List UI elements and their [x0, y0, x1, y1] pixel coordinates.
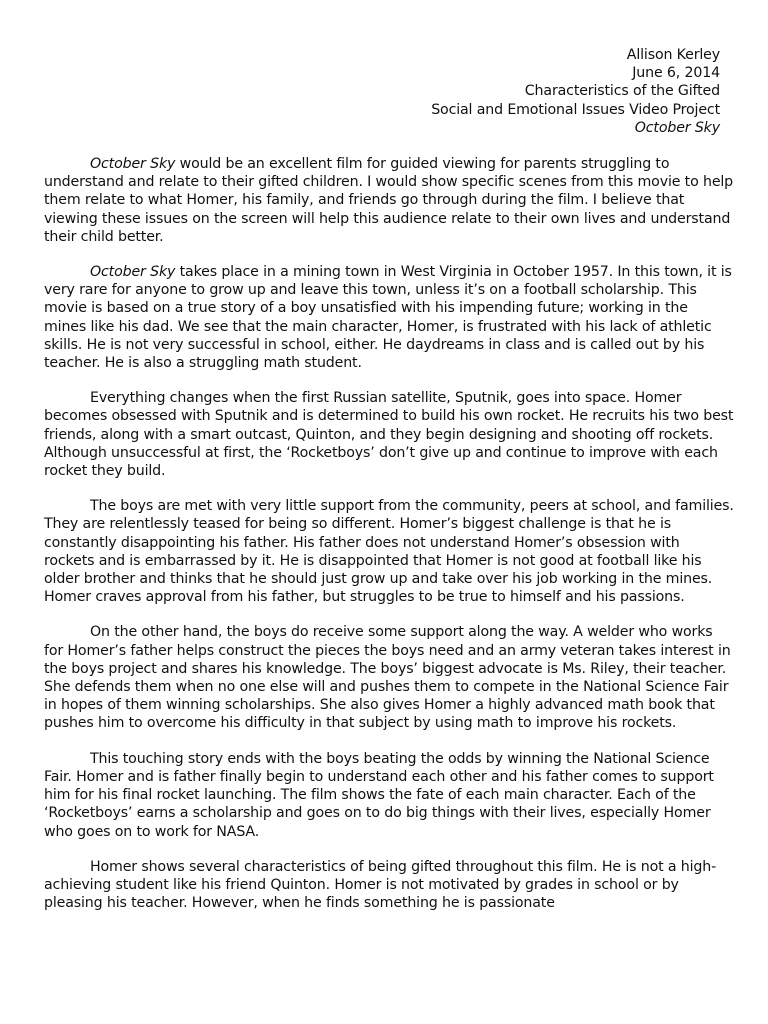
document-body — [44, 155, 734, 929]
film-title-inline: October Sky — [90, 156, 176, 172]
paragraph-intro: October Sky would be an excellent film for guided viewing for parents struggling to understand and relate to their gifted children. I would show specific scenes from this movie to help them relate to what Homer, his family, and friends go through during the film. I believe that viewing these issues on the screen will help this audience relate to their own lives and understand their child better. — [44, 156, 734, 245]
paragraph-support: On the other hand, the boys do receive some support along the way. A welder who works for Homer’s father helps construct the pieces the boys need and an army veteran takes interest in the boys project and shares his knowledge. The boys’ biggest advocate is Ms. Riley, their teacher. She defends them when no one else will and pushes them to compete in the National Science Fair in hopes of them winning scholarships. She also gives Homer a highly advanced math book that pushes him to overcome his difficulty in that subject by using math to improve his rockets. — [44, 624, 731, 732]
document-header — [431, 46, 720, 137]
author-name: Allison Kerley — [626, 47, 720, 63]
course-title: Characteristics of the Gifted — [524, 83, 720, 100]
project-title: Social and Emotional Issues Video Project — [431, 101, 720, 118]
paragraph-setting: October Sky takes place in a mining town in West Virginia in October 1957. In this town, it is very rare for anyone to grow up and leave this town, unless it’s on a football scholarship. This movie is based on a true story of a boy unsatisfied with his impending future; working in the mines like his dad. We see that the main character, Homer, is frustrated with his lack of athletic skills. He is not very successful in school, either. He daydreams in class and is called out by his teacher. He is also a struggling math student. — [44, 264, 732, 372]
paragraph-sputnik: Everything changes when the first Russian satellite, Sputnik, goes into space. Homer becomes obsessed with Sputnik and is determined to build his own rocket. He recruits his two best friends, along with a smart outcast, Quinton, and they begin designing and shooting off rockets. Although unsuccessful at first, the ‘Rocketboys’ don’t give up and continue to improve with each rocket they build. — [44, 390, 734, 480]
paragraph-challenges: The boys are met with very little support from the community, peers at school, and families. They are relentlessly teased for being so different. Homer’s biggest challenge is that he is constantly disappointing his father. His father does not understand Homer’s obsession with rockets and is embarrassed by it. He is disappointed that Homer is not good at football like his older brother and thinks that he should just grow up and take over his job working in the mines. Homer craves approval from his father, but struggles to be true to himself and his passions. — [44, 498, 734, 606]
paragraph-ending: This touching story ends with the boys beating the odds by winning the National Science Fair. Homer and is father finally begin to understand each other and his father comes to support him for his final rocket launching. The film shows the fate of each main character. Each of the ‘Rocketboys’ earns a scholarship and goes on to do big things with their lives, especially Homer who goes on to work for NASA. — [44, 750, 714, 840]
film-title-inline: October Sky — [90, 264, 176, 281]
film-title: October Sky — [634, 119, 720, 136]
document-date: June 6, 2014 — [632, 65, 720, 82]
paragraph-characteristics: Homer shows several characteristics of being gifted throughout this film. He is not a high-achieving student like his friend Quinton. Homer is not motivated by grades in school or by pleasing his teacher. However, when he finds something he is passionate — [44, 858, 717, 912]
